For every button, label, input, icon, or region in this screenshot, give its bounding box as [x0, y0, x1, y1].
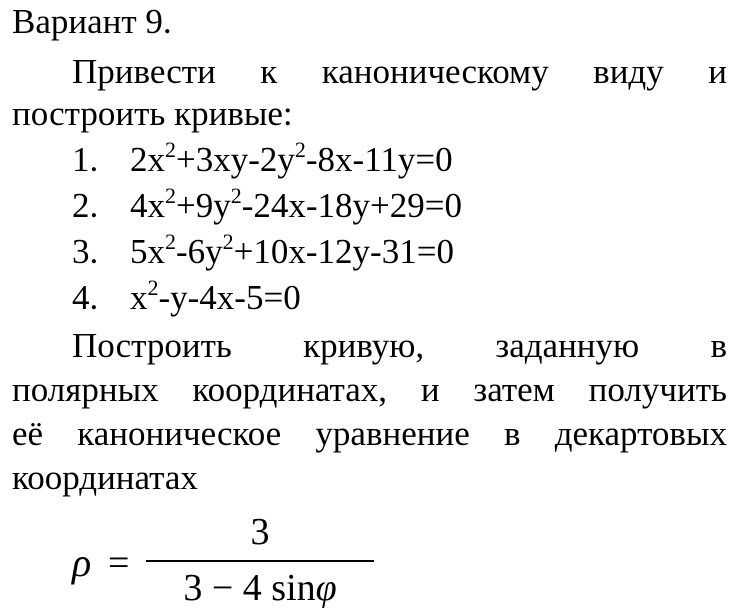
word: полярных [12, 370, 159, 409]
word: каноническому [321, 52, 549, 91]
word: и [420, 370, 440, 409]
word: затем [473, 370, 555, 409]
word: кривую, [303, 326, 425, 365]
item-number: 2. [72, 186, 99, 225]
item-number: 1. [72, 140, 99, 179]
formula-lhs: ρ [72, 540, 92, 585]
formula-equals: = [108, 542, 130, 584]
word: виду [593, 52, 664, 91]
variant-title: Вариант 9. [12, 2, 172, 41]
word: координатах, [192, 370, 388, 409]
word: в [710, 326, 727, 365]
word: Построить [72, 326, 232, 365]
word: уравнение [315, 414, 470, 453]
equation: $2x^2+3xy-2y^2-8x-11y=0$ [130, 137, 453, 179]
word: к [260, 52, 278, 91]
polar-formula [72, 510, 337, 610]
equation: $x^2-y-4x-5=0$ [130, 275, 301, 317]
word: получить [588, 370, 727, 409]
task1-intro-line2: построить кривые: [12, 94, 293, 133]
task2-line1 [72, 326, 727, 366]
word: каноническое [77, 414, 282, 453]
task2-line2 [12, 370, 727, 410]
word: Привести [72, 52, 216, 91]
formula-denominator: 3 − 4 sinφ [183, 567, 337, 609]
word: заданную [495, 326, 640, 365]
word: декартовых [554, 414, 727, 453]
fraction-bar [146, 560, 374, 562]
item-number: 4. [72, 278, 99, 317]
item-number: 3. [72, 232, 99, 271]
equation: $4x^2+9y^2-24x-18y+29=0$ [130, 183, 463, 225]
task1-intro-line1 [72, 52, 727, 92]
task2-line3 [12, 414, 727, 454]
formula-numerator: 3 [250, 511, 270, 553]
equation: $5x^2-6y^2+10x-12y-31=0$ [130, 229, 454, 271]
word: в [503, 414, 521, 453]
task2-line4: координатах [12, 458, 198, 497]
word: её [12, 414, 44, 453]
word: и [708, 52, 727, 91]
